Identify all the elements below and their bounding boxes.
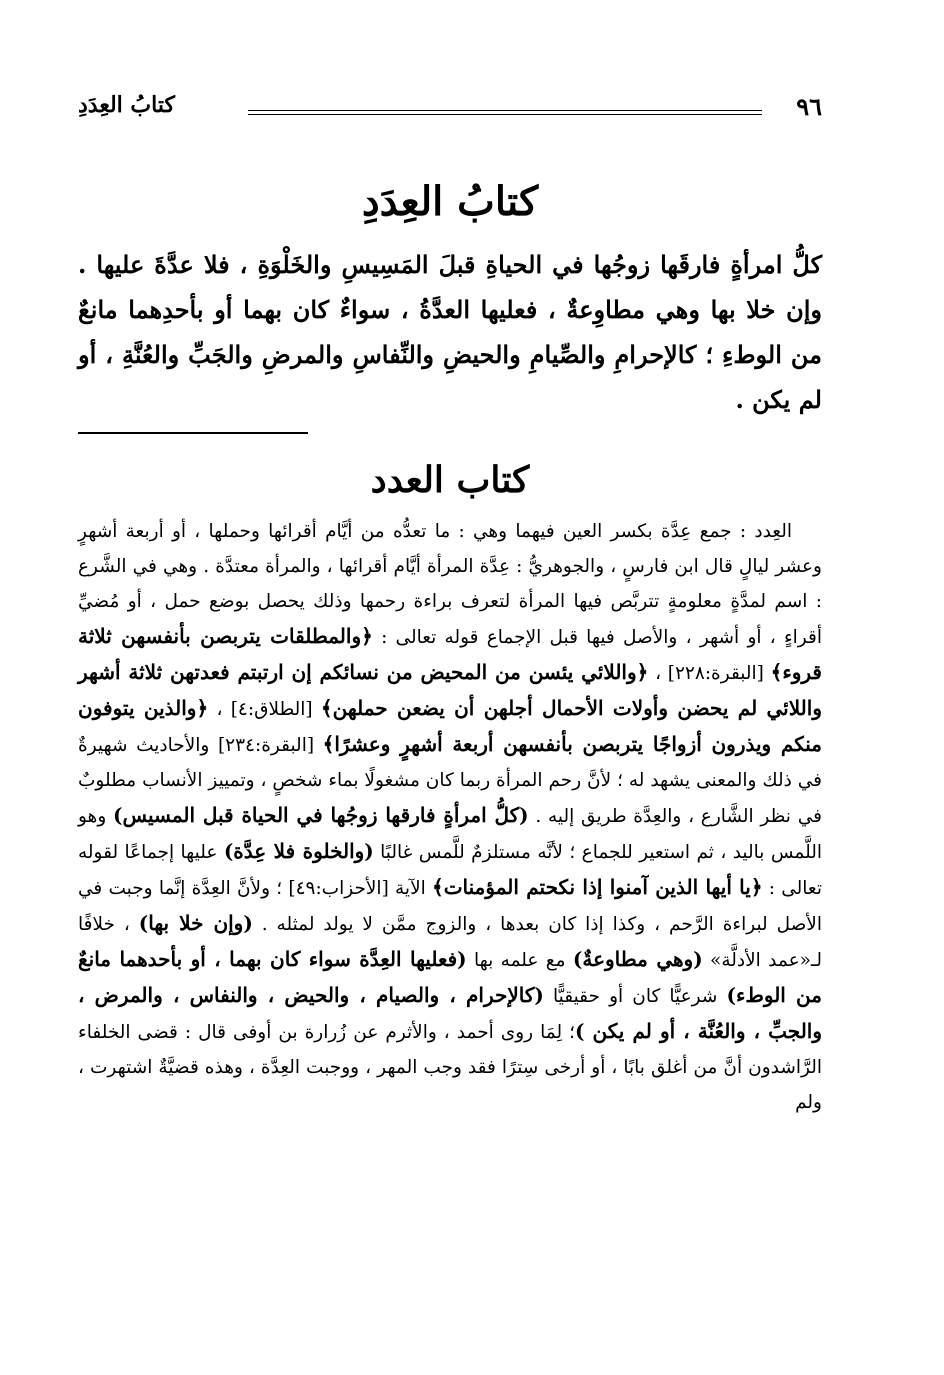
matn-quote: (والخلوة فلا عِدَّة)	[223, 839, 374, 863]
header-rule	[248, 110, 762, 115]
commentary-paragraph	[78, 514, 822, 1120]
matn-quote: (كلُّ امرأةٍ فارقها زوجُها في الحياة قبل المسيس)	[113, 803, 529, 827]
matn-quote: (فعليها العِدَّة سواء كان بهما ، أو بأحدهما مانعٌ من الوطء)	[78, 947, 822, 1007]
commentary-text: ، خلافًا لـ«عمد الأدلَّة»	[78, 914, 822, 971]
commentary-text: [الطلاق:٤] ،	[208, 699, 321, 720]
quran-quote: ﴿والمطلقات يتربصن بأنفسهن ثلاثة قروء﴾	[78, 624, 822, 684]
quran-quote: ﴿يا أيها الذين آمنوا إذا نكحتم المؤمنات﴾	[432, 875, 763, 899]
page-header	[78, 88, 822, 128]
matn-separator	[78, 432, 308, 434]
commentary-text: الآية [الأحزاب:٤٩] ؛ ولأنَّ العِدَّة إنَّما وجبت في الأصل لبراءة الرَّحم ، وكذا إذا كان بعدها ، والزوج ممَّن لا يولد لمثله .	[78, 878, 822, 935]
commentary-text: ؛ لِمَا روى أحمد ، والأثرم عن زُرارة بن أوفى قال : قضى الخلفاء الرَّاشدون أنَّ من أغلق بابًا ، أو أرخى سِترًا فقد وجب المهر ، ووجبت العِدَّة ، وهذه قضيَّةٌ اشتهرت ، ولم	[78, 1022, 822, 1113]
commentary-text: مع علمه بها	[466, 950, 573, 971]
commentary-text: [البقرة:٢٣٤] والأحاديث شهيرةٌ في ذلك والمعنى يشهد له ؛ لأنَّ رحم المرأة ربما كان مشغولًا بماء شخصٍ ، وتمييز الأنساب مطلوبٌ في نظر الشَّارع ، والعِدَّة طريق إليه .	[78, 735, 822, 827]
running-title: كتابُ العِدَدِ	[78, 92, 175, 118]
matn-quote: (وهي مطاوعةٌ)	[572, 947, 703, 971]
matn-quote: (كالإحرام ، والصيام ، والحيض ، والنفاس ، والمرض ، والجبِّ ، والعُنَّة ، أو لم يكن )	[78, 983, 822, 1043]
commentary-text: شرعيًّا كان أو حقيقيًّا	[543, 986, 727, 1007]
matn-quote: (وإن خلا بها)	[138, 911, 253, 935]
commentary	[78, 514, 822, 1120]
section-title: كتاب العدد	[370, 459, 530, 501]
quran-quote: ﴿والذين يتوفون منكم ويذرون أزواجًا يتربصن بأنفسهن أربعة أشهرٍ وعشرًا﴾	[78, 696, 822, 756]
matn-text: كلُّ امرأةٍ فارقَها زوجُها في الحياةِ قبلَ المَسِيسِ والخَلْوَةِ ، فلا عدَّةَ عليها . وإن خلا بها وهي مطاوِعةٌ ، فعليها العدَّةُ ، سواءٌ كان بهما أو بأحدِهما مانعٌ من الوطءِ ؛ كالإحرامِ والصِّيامِ والحيضِ والنِّفاسِ والمرضِ والجَبِّ والعُنَّةِ ، أو لم يكن .	[78, 250, 822, 414]
page-number: ٩٦	[796, 92, 822, 121]
chapter-title: كتابُ العِدَدِ	[361, 178, 539, 225]
quran-quote: ﴿واللائي يئسن من المحيض من نسائكم إن ارتبتم فعدتهن ثلاثة أشهر واللائي لم يحضن وأولات الأحمال أجلهن أن يضعن حملهن﴾	[78, 660, 822, 720]
commentary-text: [البقرة:٢٢٨] ،	[648, 663, 771, 684]
page	[78, 88, 822, 1120]
commentary-text: وهو اللَّمس باليد ، ثم استعير للجماع ؛ لأنَّه مستلزمٌ للَّمس غالبًا	[78, 806, 822, 863]
commentary-text: عليها إجماعًا لقوله تعالى :	[78, 842, 822, 899]
commentary-text: العِدد : جمع عِدَّة بكسر العين فيهما وهي : ما تعدُّه من أيَّام أقرائها وحملها ، أو أربعة أشهرٍ وعشر ليالٍ قال ابن فارسٍ ، والجوهريُّ : عِدَّة المرأة أيَّام أقرائها ، والمرأة معتدَّة . وهي في الشَّرع : اسم لمدَّةٍ معلومةٍ تتربَّص فيها المرأة لتعرف براءة رحمها وذلك يحصل بوضع حمل ، أو مُضيِّ أقراءٍ ، أو أشهر ، والأصل فيها قبل الإجماع قوله تعالى :	[78, 521, 823, 648]
